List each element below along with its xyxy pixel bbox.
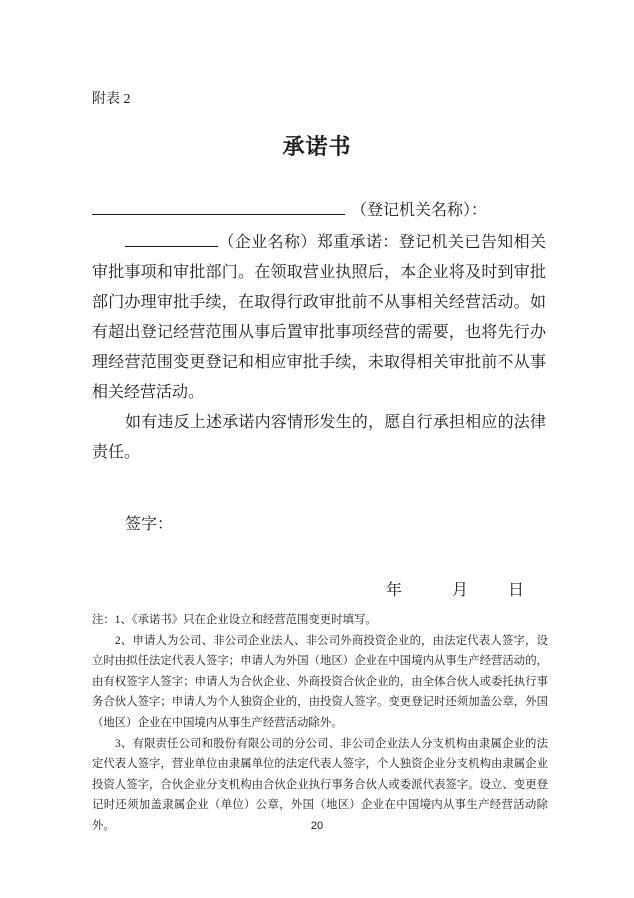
signature-line xyxy=(92,510,546,540)
note-1: 注：1、《承诺书》只在企业设立和经营范围变更时填写。 xyxy=(92,614,377,626)
signature-blank[interactable] xyxy=(173,514,353,529)
date-month-label: 月 xyxy=(451,582,468,599)
company-name-blank[interactable] xyxy=(125,232,218,247)
commitment-paragraph xyxy=(92,228,546,408)
signature-label: 签字： xyxy=(125,516,174,533)
attachment-label: 附表 2 xyxy=(92,92,131,107)
registry-authority-line xyxy=(92,196,546,226)
note-3: 3、有限责任公司和股份有限公司的分公司、非公司企业法人分支机构由隶属企业的法定代表人签字，营业单位由隶属单位的法定代表人签字，个人独资企业分支机构由隶属企业投资人签字，合伙企业分支机构由合伙企业执行事务合伙人或委派代表签字。设立、变更登记时还须加盖隶属企业（单位）公章，外国（地区）企业在中国境内从事生产经营活动除外。 xyxy=(92,737,548,832)
registry-name-blank[interactable] xyxy=(92,200,345,215)
notes-section xyxy=(92,610,548,837)
document-title: 承诺书 xyxy=(282,134,352,159)
note-2: 2、申请人为公司、非公司企业法人、非公司外商投资企业的，由法定代表人签字，设立时由拟任法定代表人签字；申请人为外国（地区）企业在中国境内从事生产经营活动的，由有权签字人签字；申请人为合伙企业、外商投资合伙企业的，由全体合伙人或委托执行事务合伙人签字；申请人为个人独资企业的，由投资人签字。变更登记时还须加盖公章，外国（地区）企业在中国境内从事生产经营活动除外。 xyxy=(92,634,548,729)
commitment-paragraph-text: （企业名称）郑重承诺：登记机关已告知相关审批事项和审批部门。在领取营业执照后，本企业将及时到审批部门办理审批手续，在取得行政审批前不从事相关经营活动。如有超出登记经营范围从事后置审批事项经营的需要，也将先行办理经营范围变更登记和相应审批手续，未取得相关审批前不从事相关经营活动。 xyxy=(92,234,546,401)
document-body xyxy=(92,228,546,468)
date-line xyxy=(92,576,546,606)
registry-authority-label: （登记机关名称）： xyxy=(351,202,488,219)
page-number: 20 xyxy=(310,820,324,832)
date-day-label: 日 xyxy=(507,582,524,599)
date-year-label: 年 xyxy=(385,582,402,599)
liability-paragraph: 如有违反上述承诺内容情形发生的，愿自行承担相应的法律责任。 xyxy=(92,414,546,461)
